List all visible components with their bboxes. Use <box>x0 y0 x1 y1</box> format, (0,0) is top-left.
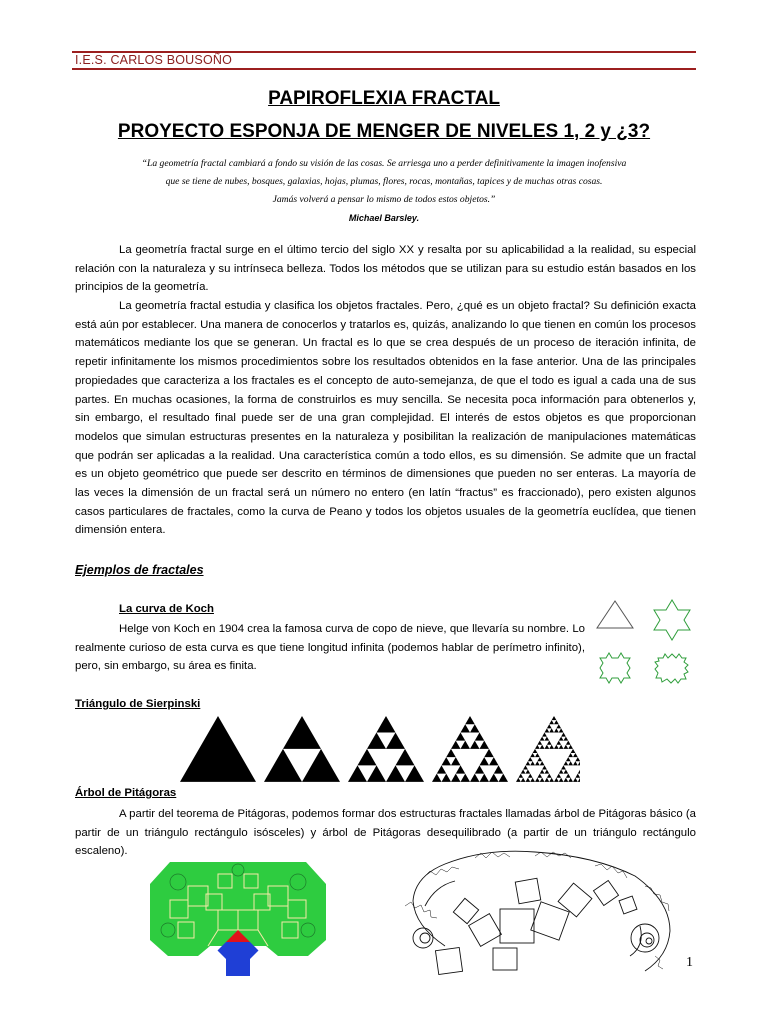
sierpinski-level-0 <box>180 716 256 782</box>
header-rule-bottom <box>72 68 696 70</box>
intro-paragraph-2: La geometría fractal estudia y clasifica los objetos fractales. Pero, ¿qué es un objeto fractal? Su definición exacta está aún por establecer. Una manera de conocerlos y tratarlos es, quizás, analizando lo que tienen en común los procesos matemáticos mediante los que se generan. Un fractal es lo que se crea después de un proceso de iteración infinita, de repetir infinitamente los mismos procedimientos sobre los resultados obtenidos en la fase anterior. Una de las principales propiedades que caracteriza a los fractales es el concepto de auto-semejanza, de que el todo es igual a cada una de sus partes. En muchas ocasiones, la forma de construirlos es muy sencilla. Se necesita poca información para obtenerlos y, sin embargo, el resultado final puede ser de una gran complejidad. El interés de estos objetos es que proporcionan modelos que simulan estructuras presentes en la naturaleza y posibilitan la realización de manipulaciones matemáticas que podrán ser aplicadas a la realidad. Una característica común a todo ellos, es su dimensión. Se admite que un fractal es un objeto geométrico que puede ser descrito en términos de dimensiones que pueden no ser enteras. La mayoría de las veces la dimensión de un fractal será un número no entero (en latín “fractus” es fraccionado), pero existen algunos casos particulares de fractales, como la curva de Peano y todos los objetos usuales de la geometría euclídea, que tienen dimensión entera. <box>75 300 696 537</box>
page-number: 1 <box>686 955 693 970</box>
koch-level-3 <box>655 654 688 683</box>
tree-leaf-clusters <box>405 852 669 969</box>
sierpinski-level-2 <box>348 716 424 782</box>
koch-level-0 <box>597 601 633 628</box>
pythagoras-heading: Árbol de Pitágoras <box>75 787 177 799</box>
quote-line: “La geometría fractal cambiará a fondo su visión de las cosas. Se arriesga uno a perder definitivamente la imagen inofensiva <box>141 158 627 169</box>
tree-outline-structure <box>413 851 670 974</box>
koch-heading: La curva de Koch <box>119 603 214 615</box>
sierpinski-level-3 <box>432 716 508 782</box>
page-subtitle: PROYECTO ESPONJA DE MENGER DE NIVELES 1, 2 y ¿3? <box>117 121 651 142</box>
quote-line: que se tiene de nubes, bosques, galaxias, hojas, plumas, flores, rocas, montañas, tapices y de muchas otras cosas. <box>165 176 603 187</box>
tree-trunk-square <box>226 942 250 976</box>
school-name: I.E.S. CARLOS BOUSOÑO <box>75 53 233 67</box>
pythagoras-tree-basic-figure <box>148 860 328 978</box>
koch-level-1 <box>654 600 690 640</box>
sierpinski-heading: Triángulo de Sierpinski <box>75 698 201 710</box>
koch-level-2 <box>600 653 630 683</box>
quote-line: Jamás volverá a pensar lo mismo de todos estos objetos.” <box>272 194 496 205</box>
section-heading: Ejemplos de fractales <box>75 563 204 577</box>
sierpinski-level-4 <box>516 716 580 782</box>
epigraph-quote <box>96 155 672 227</box>
pythagoras-tree-unbalanced-figure <box>385 846 685 981</box>
intro-paragraph-1: La geometría fractal surge en el último tercio del siglo XX y resalta por su aplicabilidad a la realidad, su especial relación con la naturaleza y su intrínseca belleza. Todos los métodos que se utilizan para su estudio están basados en los principios de la geometría. <box>75 244 696 294</box>
quote-author: Michael Barsley. <box>348 213 420 223</box>
sierpinski-figure <box>180 716 580 782</box>
page-title: PAPIROFLEXIA FRACTAL <box>268 88 500 109</box>
sierpinski-level-1 <box>264 716 340 782</box>
pythagoras-paragraph: A partir del teorema de Pitágoras, podemos formar dos estructuras fractales llamadas árbol de Pitágoras básico (a partir de un triángulo rectángulo isósceles) y árbol de Pitágoras desequilibrado (a partir de un triángulo rectángulo escaleno). <box>75 808 696 858</box>
koch-paragraph: Helge von Koch en 1904 crea la famosa curva de copo de nieve, que llevaría su nombre. Lo realmente curioso de esta curva es que tiene longitud infinita (podemos hablar de perímetro infinito), pero, sin embargo, su área es finita. <box>75 623 585 673</box>
koch-snowflake-figure <box>590 596 705 694</box>
